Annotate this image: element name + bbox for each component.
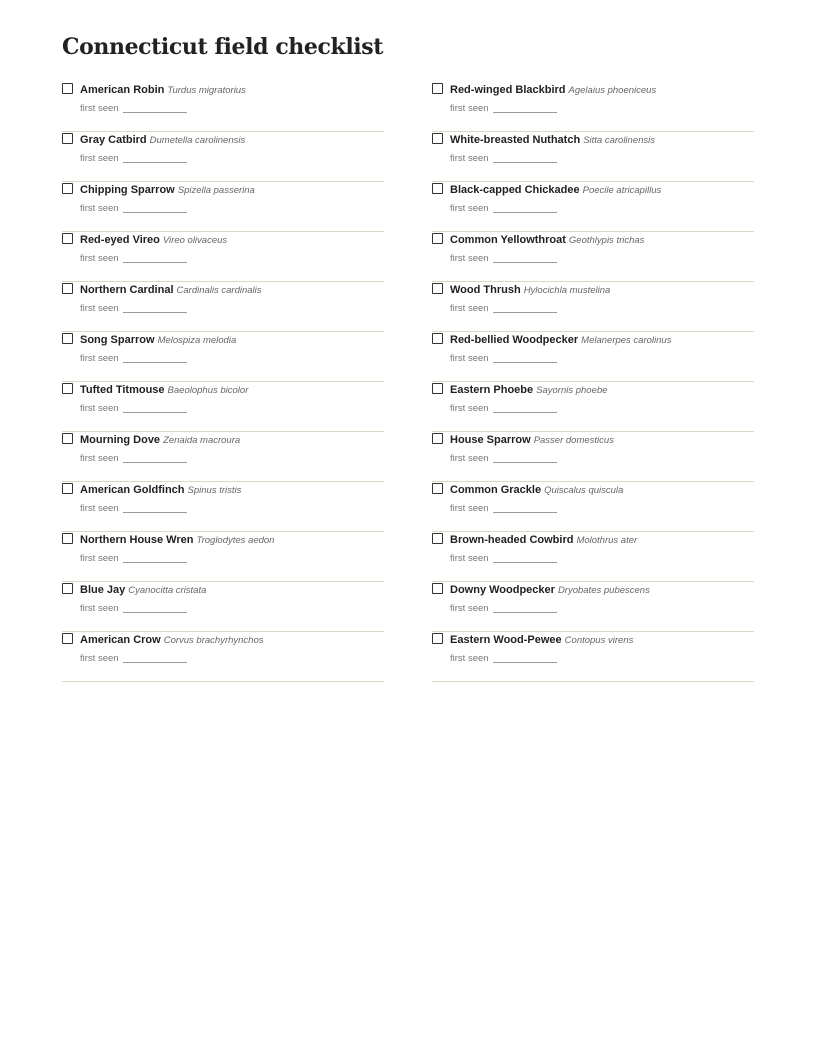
first-seen-row xyxy=(450,202,557,214)
checklist-item xyxy=(62,182,384,232)
checklist-item xyxy=(432,532,754,582)
first-seen-blank[interactable] xyxy=(493,552,557,563)
species-name-line xyxy=(80,432,240,446)
first-seen-label: first seen xyxy=(450,203,489,214)
species-name-line xyxy=(80,82,246,96)
common-name: Red-bellied Woodpecker xyxy=(450,334,579,346)
first-seen-label: first seen xyxy=(450,303,489,314)
first-seen-blank[interactable] xyxy=(493,352,557,363)
first-seen-blank[interactable] xyxy=(123,452,187,463)
scientific-name: Turdus migratorius xyxy=(167,85,246,96)
checklist-item xyxy=(62,432,384,482)
species-checkbox[interactable] xyxy=(432,183,443,194)
first-seen-blank[interactable] xyxy=(123,302,187,313)
checklist-item xyxy=(62,232,384,282)
species-checkbox[interactable] xyxy=(62,483,73,494)
first-seen-row xyxy=(80,102,187,114)
first-seen-row xyxy=(450,502,557,514)
species-checkbox[interactable] xyxy=(432,483,443,494)
species-checkbox[interactable] xyxy=(432,133,443,144)
species-checkbox[interactable] xyxy=(432,333,443,344)
first-seen-label: first seen xyxy=(80,203,119,214)
scientific-name: Spizella passerina xyxy=(177,185,255,196)
common-name: White-breasted Nuthatch xyxy=(450,134,581,146)
species-checkbox[interactable] xyxy=(432,633,443,644)
scientific-name: Sayornis phoebe xyxy=(536,385,608,396)
first-seen-row xyxy=(80,552,187,564)
species-name-line xyxy=(450,132,655,146)
first-seen-row xyxy=(80,152,187,164)
checklist-item xyxy=(62,282,384,332)
species-checkbox[interactable] xyxy=(62,133,73,144)
scientific-name: Melospiza melodia xyxy=(157,335,237,346)
common-name: Red-eyed Vireo xyxy=(80,234,160,246)
species-name-line xyxy=(450,332,671,346)
common-name: Gray Catbird xyxy=(80,134,147,146)
first-seen-blank[interactable] xyxy=(493,502,557,513)
checklist-item xyxy=(432,332,754,382)
scientific-name: Melanerpes carolinus xyxy=(581,335,672,346)
species-checkbox[interactable] xyxy=(432,583,443,594)
scientific-name: Contopus virens xyxy=(564,635,634,646)
checklist-item xyxy=(432,282,754,332)
common-name: Red-winged Blackbird xyxy=(450,84,566,96)
first-seen-blank[interactable] xyxy=(493,102,557,113)
first-seen-row xyxy=(450,552,557,564)
scientific-name: Hylocichla mustelina xyxy=(523,285,611,296)
species-checkbox[interactable] xyxy=(62,533,73,544)
scientific-name: Cyanocitta cristata xyxy=(128,585,207,596)
checklist-item xyxy=(62,482,384,532)
species-name-line xyxy=(80,582,206,596)
species-name-line xyxy=(80,282,262,296)
species-name-line xyxy=(80,532,274,546)
species-name-line xyxy=(450,582,650,596)
common-name: Common Yellowthroat xyxy=(450,234,566,246)
common-name: American Goldfinch xyxy=(80,484,185,496)
first-seen-blank[interactable] xyxy=(493,252,557,263)
scientific-name: Quiscalus quiscula xyxy=(544,485,624,496)
species-name-line xyxy=(450,182,661,196)
first-seen-label: first seen xyxy=(450,453,489,464)
species-name-line xyxy=(450,282,610,296)
scientific-name: Dumetella carolinensis xyxy=(149,135,246,146)
checklist-item xyxy=(432,132,754,182)
first-seen-row xyxy=(80,402,187,414)
first-seen-blank[interactable] xyxy=(123,102,187,113)
species-name-line xyxy=(450,482,623,496)
first-seen-label: first seen xyxy=(80,153,119,164)
species-checkbox[interactable] xyxy=(62,283,73,294)
scientific-name: Dryobates pubescens xyxy=(557,585,650,596)
species-name-line xyxy=(80,632,264,646)
first-seen-label: first seen xyxy=(80,603,119,614)
scientific-name: Corvus brachyrhynchos xyxy=(163,635,264,646)
first-seen-label: first seen xyxy=(450,353,489,364)
first-seen-blank[interactable] xyxy=(123,502,187,513)
scientific-name: Poecile atricapillus xyxy=(582,185,662,196)
species-checkbox[interactable] xyxy=(62,333,73,344)
scientific-name: Baeolophus bicolor xyxy=(167,385,249,396)
scientific-name: Passer domesticus xyxy=(533,435,614,446)
first-seen-row xyxy=(450,152,557,164)
common-name: Brown-headed Cowbird xyxy=(450,534,574,546)
common-name: Northern House Wren xyxy=(80,534,194,546)
first-seen-label: first seen xyxy=(80,453,119,464)
first-seen-blank[interactable] xyxy=(493,402,557,413)
checklist-item xyxy=(62,332,384,382)
species-checkbox[interactable] xyxy=(432,233,443,244)
first-seen-label: first seen xyxy=(450,153,489,164)
species-name-line xyxy=(450,382,607,396)
common-name: Song Sparrow xyxy=(80,334,155,346)
species-checkbox[interactable] xyxy=(432,433,443,444)
first-seen-row xyxy=(80,502,187,514)
first-seen-blank[interactable] xyxy=(493,602,557,613)
species-checkbox[interactable] xyxy=(62,433,73,444)
species-name-line xyxy=(80,332,236,346)
species-checkbox[interactable] xyxy=(432,83,443,94)
first-seen-row xyxy=(450,302,557,314)
first-seen-label: first seen xyxy=(450,553,489,564)
first-seen-label: first seen xyxy=(450,253,489,264)
species-name-line xyxy=(450,532,637,546)
common-name: Eastern Wood-Pewee xyxy=(450,634,562,646)
common-name: Northern Cardinal xyxy=(80,284,174,296)
checklist-item xyxy=(432,182,754,232)
first-seen-blank[interactable] xyxy=(123,602,187,613)
scientific-name: Cardinalis cardinalis xyxy=(176,285,262,296)
species-name-line xyxy=(80,182,255,196)
species-checkbox[interactable] xyxy=(432,283,443,294)
first-seen-blank[interactable] xyxy=(123,552,187,563)
first-seen-blank[interactable] xyxy=(123,352,187,363)
common-name: Eastern Phoebe xyxy=(450,384,534,396)
first-seen-label: first seen xyxy=(80,303,119,314)
species-checkbox[interactable] xyxy=(62,233,73,244)
first-seen-row xyxy=(80,352,187,364)
first-seen-blank[interactable] xyxy=(123,402,187,413)
checklist-item xyxy=(432,582,754,632)
checklist-column-right xyxy=(432,82,754,682)
species-name-line xyxy=(450,432,614,446)
first-seen-row xyxy=(80,302,187,314)
first-seen-row xyxy=(450,452,557,464)
checklist-item xyxy=(62,582,384,632)
first-seen-row xyxy=(80,602,187,614)
species-name-line xyxy=(80,132,245,146)
checklist-column-left xyxy=(62,82,384,682)
first-seen-blank[interactable] xyxy=(493,152,557,163)
first-seen-label: first seen xyxy=(80,103,119,114)
checklist-page xyxy=(62,32,754,664)
first-seen-row xyxy=(80,652,187,664)
common-name: American Crow xyxy=(80,634,161,646)
first-seen-row xyxy=(80,202,187,214)
scientific-name: Spinus tristis xyxy=(187,485,242,496)
common-name: Downy Woodpecker xyxy=(450,584,555,596)
first-seen-row xyxy=(450,252,557,264)
first-seen-row xyxy=(450,652,557,664)
first-seen-label: first seen xyxy=(80,653,119,664)
first-seen-row xyxy=(450,402,557,414)
common-name: Chipping Sparrow xyxy=(80,184,175,196)
species-name-line xyxy=(450,82,656,96)
first-seen-label: first seen xyxy=(450,403,489,414)
first-seen-label: first seen xyxy=(80,353,119,364)
checklist-columns xyxy=(62,82,754,682)
scientific-name: Troglodytes aedon xyxy=(196,535,275,546)
first-seen-label: first seen xyxy=(450,503,489,514)
checklist-item xyxy=(62,132,384,182)
checklist-item xyxy=(62,382,384,432)
common-name: Common Grackle xyxy=(450,484,542,496)
species-checkbox[interactable] xyxy=(62,383,73,394)
checklist-item xyxy=(432,82,754,132)
first-seen-blank[interactable] xyxy=(493,452,557,463)
species-name-line xyxy=(80,232,227,246)
first-seen-blank[interactable] xyxy=(493,202,557,213)
scientific-name: Vireo olivaceus xyxy=(162,235,228,246)
species-checkbox[interactable] xyxy=(62,183,73,194)
first-seen-label: first seen xyxy=(450,653,489,664)
species-checkbox[interactable] xyxy=(62,583,73,594)
common-name: American Robin xyxy=(80,84,165,96)
first-seen-blank[interactable] xyxy=(123,252,187,263)
checklist-item xyxy=(432,632,754,682)
first-seen-label: first seen xyxy=(80,503,119,514)
species-checkbox[interactable] xyxy=(432,533,443,544)
common-name: Black-capped Chickadee xyxy=(450,184,580,196)
first-seen-blank[interactable] xyxy=(493,652,557,663)
checklist-item xyxy=(432,432,754,482)
checklist-item xyxy=(62,82,384,132)
scientific-name: Molothrus ater xyxy=(576,535,638,546)
first-seen-row xyxy=(450,352,557,364)
species-checkbox[interactable] xyxy=(62,633,73,644)
first-seen-blank[interactable] xyxy=(493,302,557,313)
page-title: Connecticut field checklist xyxy=(62,34,384,60)
first-seen-label: first seen xyxy=(450,603,489,614)
common-name: Mourning Dove xyxy=(80,434,161,446)
common-name: Blue Jay xyxy=(80,584,126,596)
checklist-item xyxy=(432,232,754,282)
scientific-name: Geothlypis trichas xyxy=(568,235,645,246)
first-seen-blank[interactable] xyxy=(123,202,187,213)
checklist-item xyxy=(62,632,384,682)
first-seen-label: first seen xyxy=(450,103,489,114)
checklist-item xyxy=(432,482,754,532)
species-checkbox[interactable] xyxy=(432,383,443,394)
first-seen-blank[interactable] xyxy=(123,652,187,663)
checklist-item xyxy=(432,382,754,432)
checklist-item xyxy=(62,532,384,582)
first-seen-label: first seen xyxy=(80,253,119,264)
first-seen-row xyxy=(450,602,557,614)
species-checkbox[interactable] xyxy=(62,83,73,94)
common-name: House Sparrow xyxy=(450,434,531,446)
species-name-line xyxy=(450,232,644,246)
common-name: Wood Thrush xyxy=(450,284,521,296)
scientific-name: Sitta carolinensis xyxy=(583,135,655,146)
first-seen-blank[interactable] xyxy=(123,152,187,163)
species-name-line xyxy=(80,382,248,396)
first-seen-label: first seen xyxy=(80,403,119,414)
species-name-line xyxy=(80,482,241,496)
scientific-name: Agelaius phoeniceus xyxy=(568,85,657,96)
species-name-line xyxy=(450,632,633,646)
scientific-name: Zenaida macroura xyxy=(163,435,241,446)
common-name: Tufted Titmouse xyxy=(80,384,165,396)
first-seen-label: first seen xyxy=(80,553,119,564)
first-seen-row xyxy=(450,102,557,114)
first-seen-row xyxy=(80,452,187,464)
first-seen-row xyxy=(80,252,187,264)
